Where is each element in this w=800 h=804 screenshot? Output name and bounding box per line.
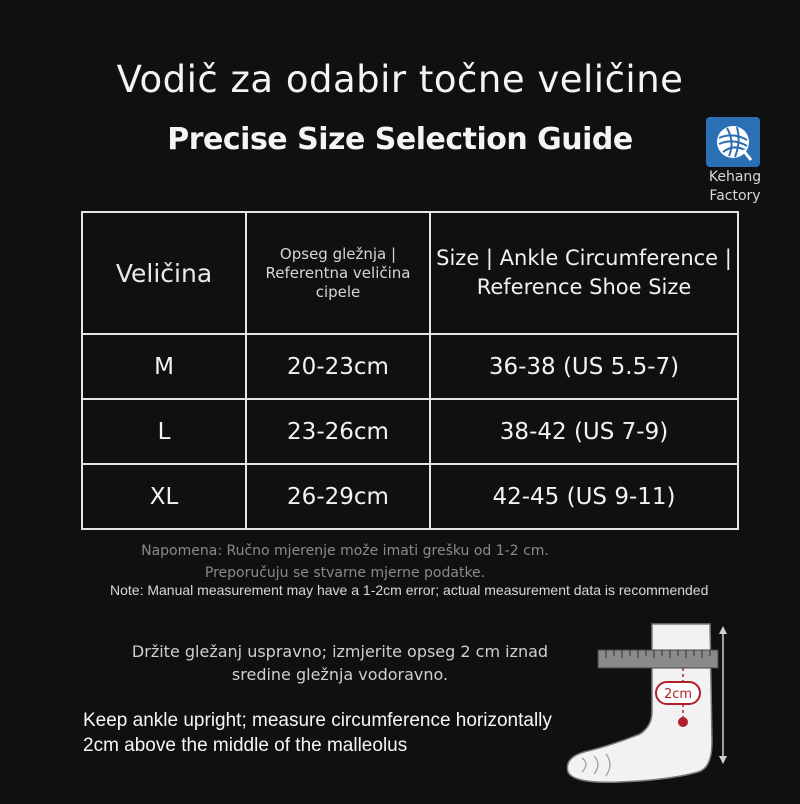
- malleolus-dot: [678, 717, 688, 727]
- table-row: [82, 334, 738, 399]
- note-en: Note: Manual measurement may have a 1-2cm error; actual measurement data is recommended: [110, 582, 709, 598]
- measuring-tape-icon: [598, 650, 718, 668]
- size-table: [81, 211, 739, 530]
- cell-ankle: 20-23cm: [246, 334, 430, 399]
- header-en: Size | Ankle Circumference | Reference Shoe Size: [430, 212, 738, 334]
- instruction-en: Keep ankle upright; measure circumference horizontally 2cm above the middle of the malleolus: [83, 710, 552, 756]
- note-local-2: Preporučuju se stvarne mjerne podatke.: [204, 565, 486, 581]
- instruction-local: Držite gležanj uspravno; izmjerite opseg 2 cm iznad sredine gležnja vodoravno.: [131, 642, 549, 684]
- brand-line-2: Factory: [709, 188, 761, 204]
- cell-ankle: 26-29cm: [246, 464, 430, 529]
- brand-name: [700, 168, 770, 206]
- ankle-measure-diagram: [560, 622, 800, 800]
- cell-size: L: [82, 399, 246, 464]
- page-title-en: Precise Size Selection Guide: [167, 122, 633, 157]
- cell-shoe: 42-45 (US 9-11): [430, 464, 738, 529]
- yarn-ball-icon: [706, 117, 760, 167]
- header-local: Opseg gležnja | Referentna veličina cipele: [246, 212, 430, 334]
- header-size: Veličina: [82, 212, 246, 334]
- table-row: [82, 399, 738, 464]
- brand-logo: [706, 117, 762, 167]
- diagram-label: 2cm: [663, 687, 693, 702]
- note-local-1: Napomena: Ručno mjerenje može imati grešku od 1-2 cm.: [141, 543, 549, 559]
- page-title-local: Vodič za odabir točne veličine: [116, 58, 684, 101]
- cell-ankle: 23-26cm: [246, 399, 430, 464]
- cell-size: XL: [82, 464, 246, 529]
- cell-shoe: 36-38 (US 5.5-7): [430, 334, 738, 399]
- cell-size: M: [82, 334, 246, 399]
- table-row: [82, 464, 738, 529]
- table-header-row: [82, 212, 738, 334]
- brand-line-1: Kehang: [708, 169, 762, 185]
- cell-shoe: 38-42 (US 7-9): [430, 399, 738, 464]
